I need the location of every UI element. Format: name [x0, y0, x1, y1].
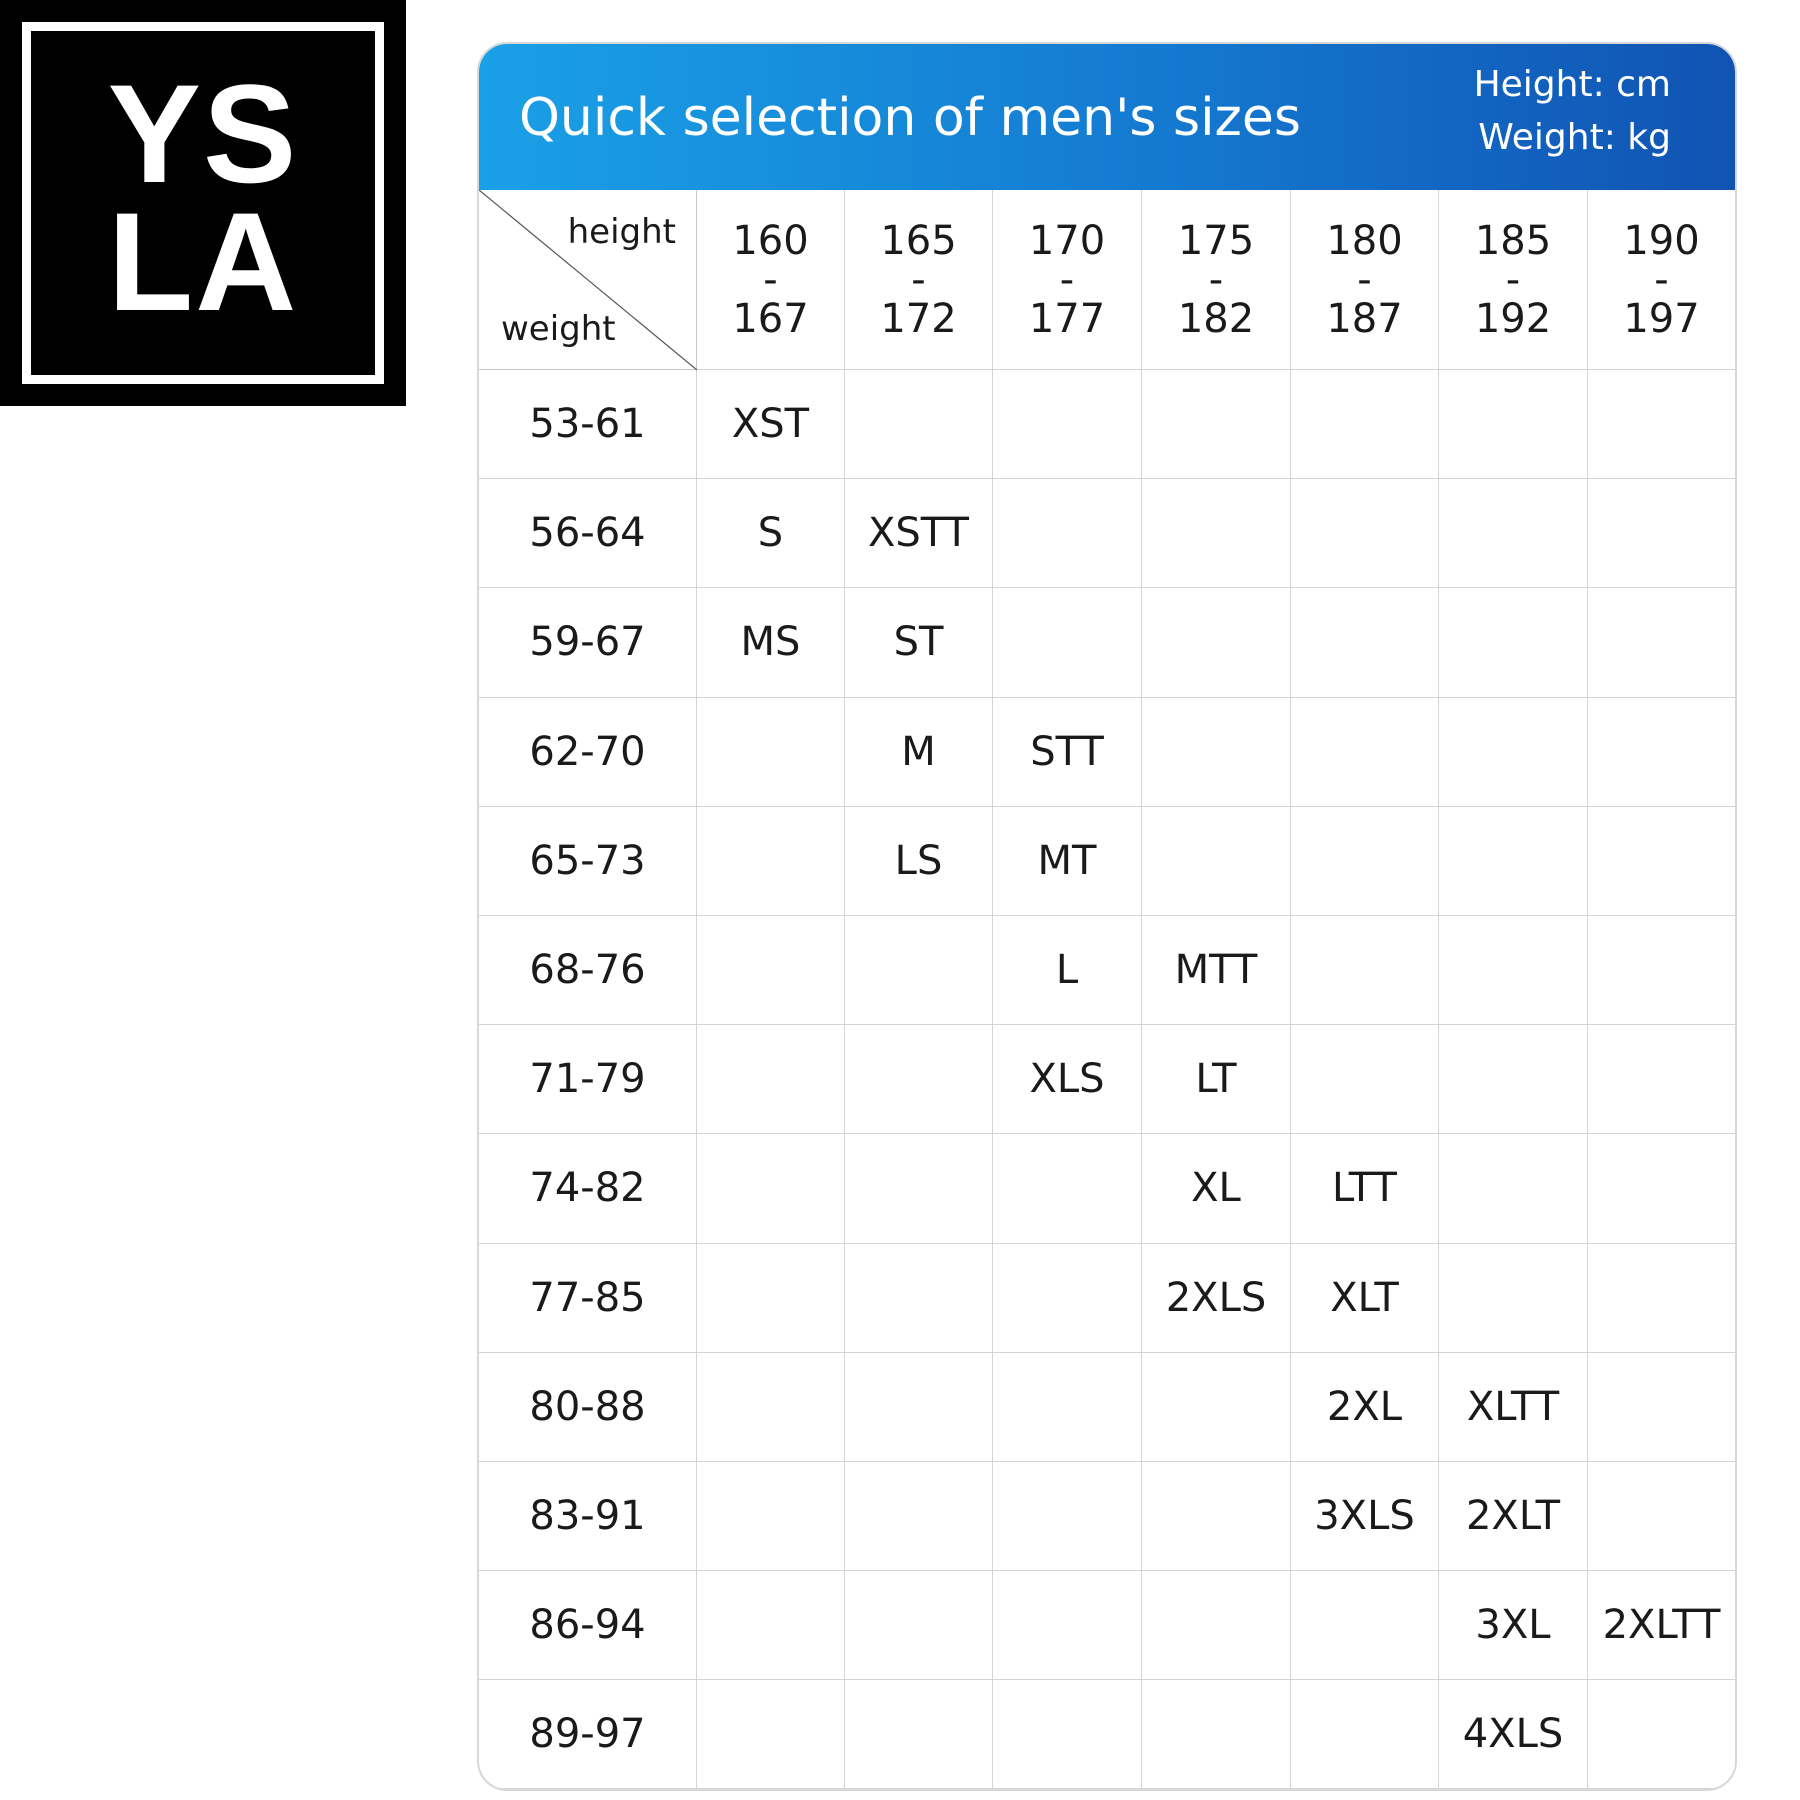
- size-cell: 2XLS: [1142, 1244, 1291, 1353]
- size-cell: [1439, 479, 1588, 588]
- weight-row-header: 53-61: [479, 370, 697, 479]
- size-cell: [1291, 916, 1439, 1025]
- size-cell: [1291, 807, 1439, 916]
- size-cell: [1439, 1134, 1588, 1243]
- size-cell: [697, 1680, 845, 1789]
- size-cell: [697, 698, 845, 807]
- size-cell: [1588, 588, 1735, 697]
- weight-axis-label: weight: [501, 309, 616, 349]
- height-range-to: 177: [1028, 295, 1106, 342]
- size-cell: [1588, 807, 1735, 916]
- height-range-sep: -: [1208, 256, 1224, 303]
- weight-row-header: 77-85: [479, 1244, 697, 1353]
- size-cell: XLS: [993, 1025, 1142, 1134]
- height-range-to: 167: [732, 295, 809, 342]
- weight-row-header: 86-94: [479, 1571, 697, 1680]
- size-cell: LT: [1142, 1025, 1291, 1134]
- brand-logo: [0, 0, 406, 406]
- size-cell: [697, 1134, 845, 1243]
- size-cell: [1291, 370, 1439, 479]
- size-cell: [993, 479, 1142, 588]
- size-cell: [1142, 1353, 1291, 1462]
- chart-header: [479, 44, 1735, 190]
- size-cell: [1588, 479, 1735, 588]
- weight-row-header: 74-82: [479, 1134, 697, 1243]
- size-cell: 3XL: [1439, 1571, 1588, 1680]
- size-cell: [697, 807, 845, 916]
- size-cell: [993, 1571, 1142, 1680]
- size-cell: [697, 1462, 845, 1571]
- weight-row-header: 68-76: [479, 916, 697, 1025]
- size-cell: 4XLS: [1439, 1680, 1588, 1789]
- size-cell: [1291, 1680, 1439, 1789]
- weight-row-header: 56-64: [479, 479, 697, 588]
- weight-row-header: 65-73: [479, 807, 697, 916]
- size-cell: [1439, 588, 1588, 697]
- size-cell: [845, 1025, 993, 1134]
- weight-row-header: 71-79: [479, 1025, 697, 1134]
- size-cell: [1142, 698, 1291, 807]
- corner-cell: [479, 190, 697, 370]
- size-cell: [1439, 807, 1588, 916]
- height-range-from: 185: [1474, 217, 1552, 264]
- height-range-sep: -: [1654, 256, 1669, 303]
- size-cell: [1439, 1025, 1588, 1134]
- size-cell: MTT: [1142, 916, 1291, 1025]
- size-cell: [993, 1134, 1142, 1243]
- height-range-from: 180: [1326, 217, 1403, 264]
- size-cell: [1588, 1462, 1735, 1571]
- size-cell: [1291, 698, 1439, 807]
- height-column-header: [1291, 190, 1439, 370]
- size-cell: [845, 1134, 993, 1243]
- size-cell: XLTT: [1439, 1353, 1588, 1462]
- size-cell: [697, 1571, 845, 1680]
- size-cell: [697, 1244, 845, 1353]
- size-cell: [1439, 1244, 1588, 1353]
- height-column-header: [993, 190, 1142, 370]
- weight-row-header: 83-91: [479, 1462, 697, 1571]
- size-cell: [1142, 1571, 1291, 1680]
- size-cell: [697, 1025, 845, 1134]
- size-cell: 3XLS: [1291, 1462, 1439, 1571]
- size-cell: [1588, 1353, 1735, 1462]
- chart-title: Quick selection of men's sizes: [519, 88, 1301, 148]
- height-axis-label: height: [567, 212, 676, 252]
- size-cell: L: [993, 916, 1142, 1025]
- size-cell: MS: [697, 588, 845, 697]
- size-cell: [1439, 916, 1588, 1025]
- height-range-sep: -: [763, 256, 778, 303]
- size-cell: M: [845, 698, 993, 807]
- logo-line-2: LA: [107, 183, 299, 340]
- logo-line-1: YS: [107, 55, 299, 212]
- size-cell: [1439, 370, 1588, 479]
- height-range-to: 192: [1474, 295, 1552, 342]
- height-column-header: [845, 190, 993, 370]
- height-column-header: [1588, 190, 1735, 370]
- size-cell: LTT: [1291, 1134, 1439, 1243]
- size-cell: [845, 1680, 993, 1789]
- size-cell: XST: [697, 370, 845, 479]
- height-column-header: [1142, 190, 1291, 370]
- size-cell: [1291, 588, 1439, 697]
- size-cell: [845, 1462, 993, 1571]
- size-cell: XL: [1142, 1134, 1291, 1243]
- weight-row-header: 89-97: [479, 1680, 697, 1789]
- size-cell: [1588, 916, 1735, 1025]
- height-column-header: [1439, 190, 1588, 370]
- size-cell: LS: [845, 807, 993, 916]
- size-cell: [1588, 370, 1735, 479]
- size-cell: XSTT: [845, 479, 993, 588]
- size-cell: [845, 1353, 993, 1462]
- size-cell: [697, 1353, 845, 1462]
- size-cell: [993, 1680, 1142, 1789]
- size-cell: [993, 1353, 1142, 1462]
- size-cell: [993, 370, 1142, 479]
- height-range-sep: -: [1357, 256, 1372, 303]
- size-cell: [1588, 1680, 1735, 1789]
- size-cell: [993, 1244, 1142, 1353]
- size-chart: [479, 44, 1735, 1789]
- size-cell: [845, 1571, 993, 1680]
- size-cell: [1588, 1025, 1735, 1134]
- size-cell: [1291, 1025, 1439, 1134]
- size-cell: ST: [845, 588, 993, 697]
- size-cell: 2XLT: [1439, 1462, 1588, 1571]
- height-range-from: 190: [1623, 217, 1700, 264]
- size-cell: 2XLTT: [1588, 1571, 1735, 1680]
- size-cell: [697, 916, 845, 1025]
- size-cell: MT: [993, 807, 1142, 916]
- size-cell: [1291, 1571, 1439, 1680]
- height-range-to: 182: [1177, 295, 1255, 342]
- height-range-from: 170: [1028, 217, 1106, 264]
- height-column-header: [697, 190, 845, 370]
- size-cell: [993, 1462, 1142, 1571]
- weight-row-header: 59-67: [479, 588, 697, 697]
- height-range-to: 187: [1326, 295, 1403, 342]
- weight-unit: Weight: kg: [1478, 117, 1671, 158]
- size-cell: S: [697, 479, 845, 588]
- height-unit: Height: cm: [1473, 64, 1671, 105]
- size-cell: [1142, 588, 1291, 697]
- size-cell: [1588, 698, 1735, 807]
- height-range-to: 197: [1623, 295, 1700, 342]
- size-cell: [1588, 1244, 1735, 1353]
- size-cell: [845, 1244, 993, 1353]
- size-cell: XLT: [1291, 1244, 1439, 1353]
- height-range-from: 165: [880, 217, 957, 264]
- logo-text: [0, 55, 406, 340]
- size-cell: [1142, 1680, 1291, 1789]
- height-range-to: 172: [880, 295, 957, 342]
- size-cell: [845, 916, 993, 1025]
- size-cell: [1588, 1134, 1735, 1243]
- size-cell: [1142, 479, 1291, 588]
- height-range-from: 160: [732, 217, 809, 264]
- size-cell: [993, 588, 1142, 697]
- size-cell: [1142, 1462, 1291, 1571]
- size-cell: [1142, 370, 1291, 479]
- size-cell: 2XL: [1291, 1353, 1439, 1462]
- size-cell: [1439, 698, 1588, 807]
- height-range-sep: -: [1059, 256, 1075, 303]
- height-range-sep: -: [911, 256, 926, 303]
- height-range-from: 175: [1177, 217, 1255, 264]
- size-cell: [1291, 479, 1439, 588]
- size-cell: [1142, 807, 1291, 916]
- weight-row-header: 62-70: [479, 698, 697, 807]
- height-range-sep: -: [1505, 256, 1521, 303]
- size-cell: [845, 370, 993, 479]
- weight-row-header: 80-88: [479, 1353, 697, 1462]
- size-table: [479, 190, 1735, 1789]
- size-cell: STT: [993, 698, 1142, 807]
